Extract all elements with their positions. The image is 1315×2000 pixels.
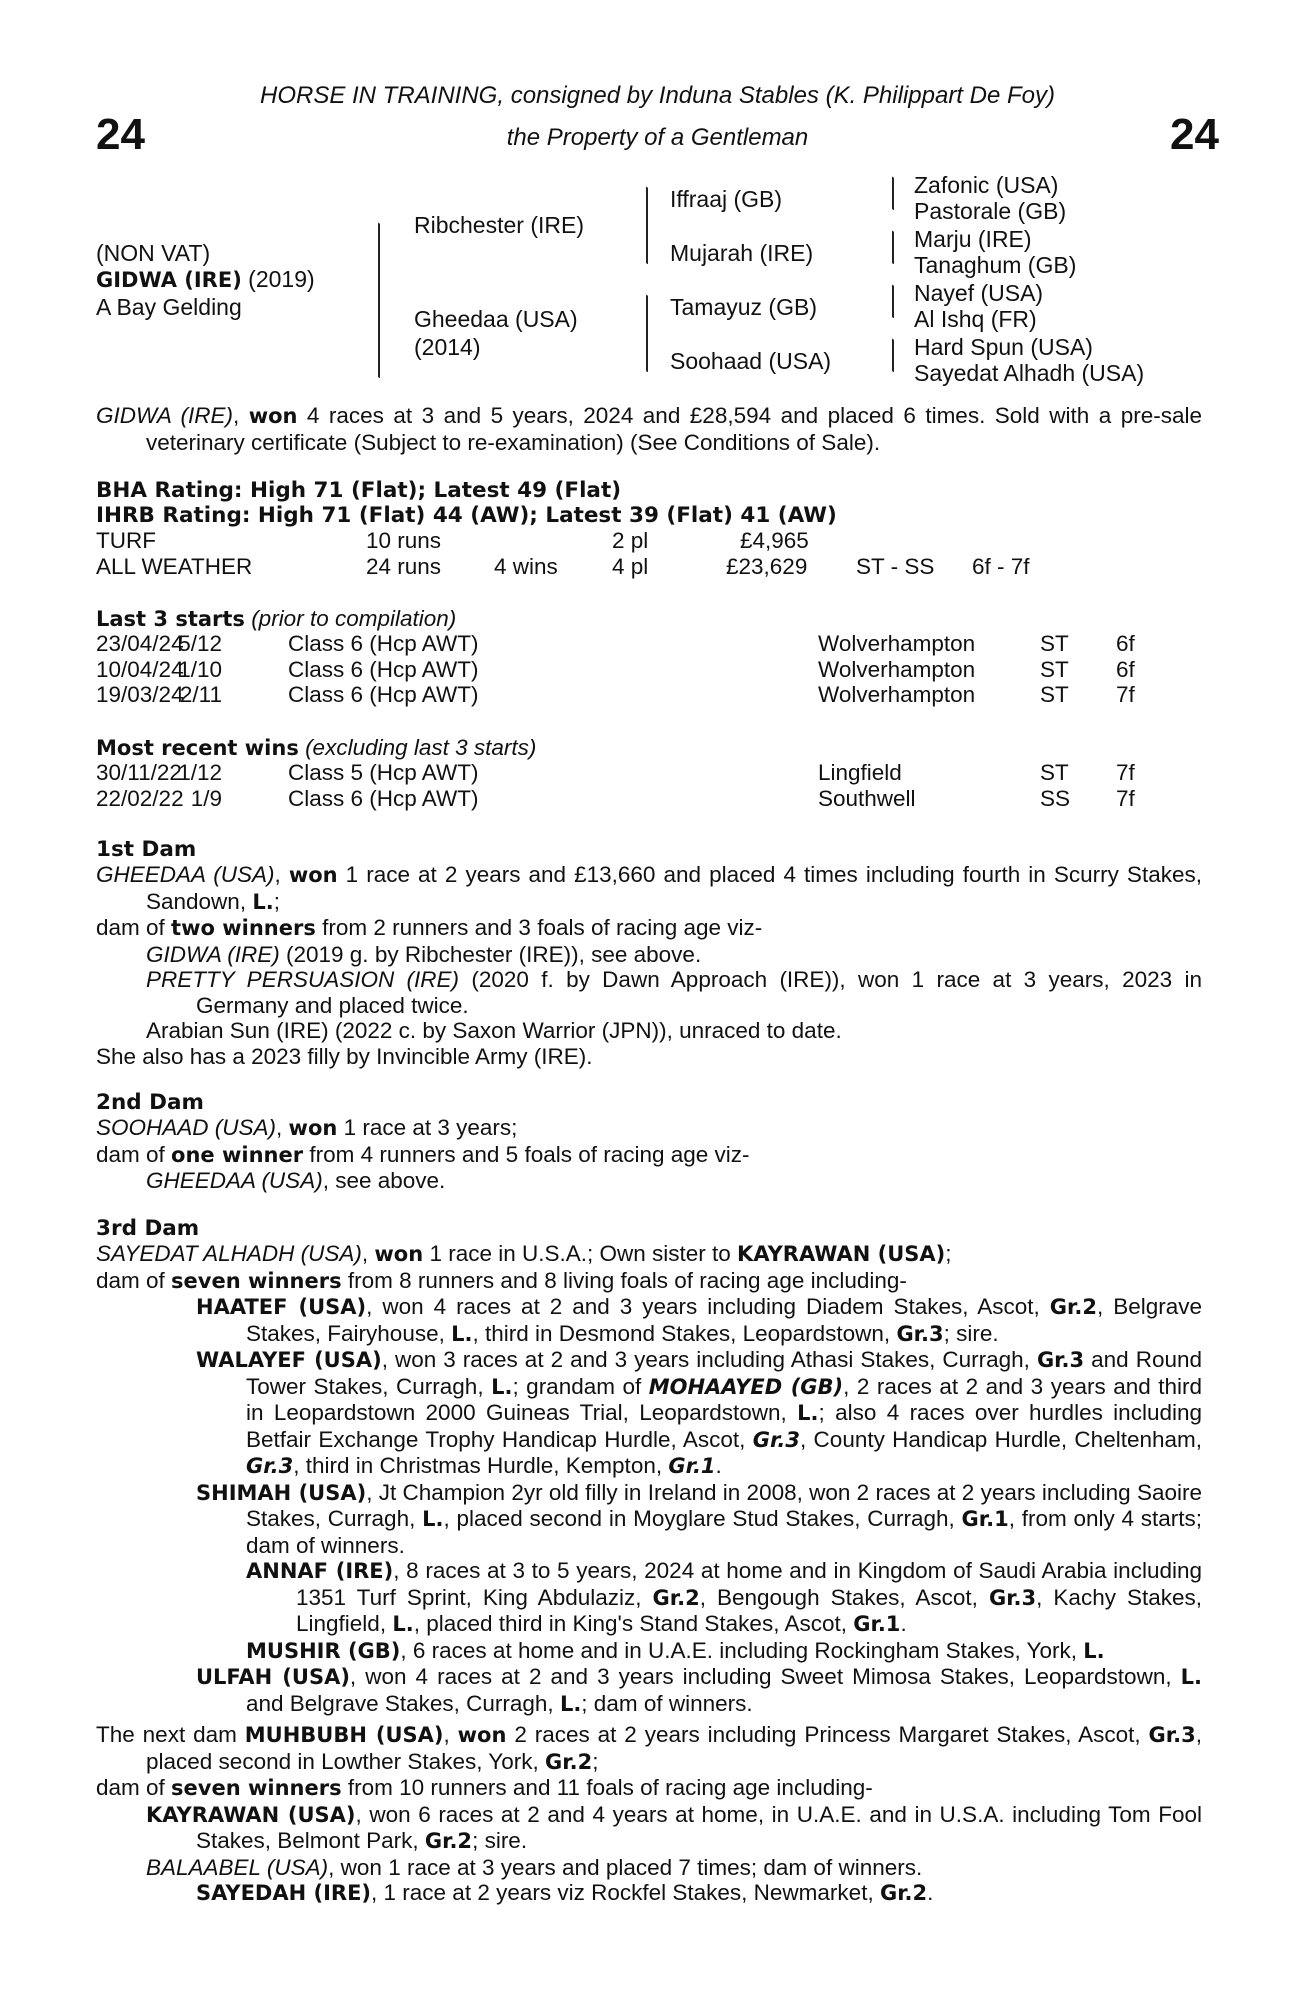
- last3-cell: Class 6 (Hcp AWT): [288, 682, 479, 707]
- pedigree-ggp-1: Zafonic (USA): [914, 172, 1059, 198]
- dam2-progeny-1: GHEEDAA (USA): [146, 1168, 323, 1193]
- wins-title: Most recent wins: [96, 736, 299, 760]
- dam1-won: won: [288, 863, 338, 887]
- listed-mark: L.: [491, 1374, 513, 1399]
- wins-cell: SS: [1040, 785, 1071, 811]
- kayrawan-text: ; sire.: [472, 1828, 528, 1853]
- last3-note: (prior to compilation): [244, 606, 457, 631]
- mohaayed-name: MOHAAYED (GB): [648, 1374, 844, 1399]
- grade-mark: Gr.3: [1036, 1348, 1085, 1372]
- next-dam-text: from 10 runners and 11 foals of racing age including-: [341, 1775, 873, 1800]
- walayef-text: and Round Tower Stakes, Curragh,: [246, 1347, 1203, 1399]
- dam1-progeny-2-text: (2020 f. by Dawn Approach (IRE)), won 1 race at 3 years, 2023 in Germany and placed twice.: [196, 967, 1202, 1018]
- wins-cell: Class 6 (Hcp AWT): [288, 785, 479, 811]
- wins-note: (excluding last 3 starts): [298, 735, 537, 760]
- listed-mark: L.: [451, 1321, 473, 1346]
- walayef-text: , 2 races at 2 and 3 years and third in Leopardstown 2000 Guineas Trial, Leopardstown,: [246, 1373, 1203, 1425]
- progeny-haatef: [96, 1294, 1202, 1347]
- last3-cell: ST: [1040, 631, 1069, 656]
- dam2-section: SOOHAAD (USA), won 1 race at 3 years; dam of one winner from 4 runners and 5 foals of racing age viz- GHEEDAA (USA), see above.: [96, 1115, 750, 1193]
- pedigree-brace-g4: [892, 338, 894, 372]
- dam3-section: SAYEDAT ALHADH (USA), won 1 race in U.S.A.; Own sister to KAYRAWAN (USA); dam of seven winners from 8 runners and 8 living foals of racing age including- HAATEF (USA), won 4 races at 2 and 3 years including Diadem Stakes, Ascot, Gr.2, Belgrave Stakes, Fairyhouse, L., third in Desmond Stakes, Leopardstown, Gr.3; sire. WALAYEF (USA), won 3 races at 2 and 3 years including Athasi Stakes, Curragh, Gr.3 and Round Tower Stakes, Curragh, L.; grandam of MOHAAYED (GB), 2 races at 2 and 3 years and third in Leopardstown 2000 Guineas Trial, Leopardstown, L.; also 4 races over hurdles including Betfair Exchange Trophy Handicap Hurdle, Ascot, Gr.3, County Handicap Hurdle, Cheltenham, Gr.3, third in Christmas Hurdle, Kempton, Gr.1. SHIMAH (USA), Jt Champion 2yr old filly in Ireland in 2008, won 2 races at 2 years including Saoire Stakes, Curragh, L., placed second in Moyglare Stud Stakes, Curragh, Gr.1, from only 4 starts; dam of winners. ANNAF (IRE), 8 races at 3 to 5 years, 2024 at home and in Kingdom of Saudi Arabia including 1351 Turf Sprint, King Abdulaziz, Gr.2, Bengough Stakes, Ascot, Gr.3, Kachy Stakes, Lingfield, L., placed third in King's Stand Stakes, Ascot, Gr.1. MUSHIR (GB), 6 races at home and in U.A.E. including Rockingham Stakes, York, L. ULFAH (USA), won 4 races at 2 and 3 years including Sweet Mimosa Stakes, Leopardstown, L. and Belgrave Stakes, Curragh, L.; dam of winners.: [96, 1241, 1203, 1716]
- dam3-text: ;: [945, 1241, 952, 1266]
- dam2-text: from 4 runners and 5 foals of racing age viz-: [303, 1141, 750, 1167]
- horse-name: [96, 266, 315, 293]
- pedigree-dam: Gheedaa (USA): [414, 306, 578, 332]
- last3-cell: Wolverhampton: [818, 631, 976, 656]
- last3-cell: ST: [1040, 682, 1069, 707]
- property-line: the Property of a Gentleman: [506, 124, 809, 151]
- ulfah-name: ULFAH (USA): [196, 1665, 350, 1689]
- dam1-name: GHEEDAA (USA): [96, 862, 275, 887]
- aw-prize: £23,629: [726, 554, 808, 579]
- shimah-name: SHIMAH (USA): [196, 1480, 367, 1505]
- dam1-progeny-1-text: (2019 g. by Ribchester (IRE)), see above.: [279, 941, 702, 967]
- dam2-heading: 2nd Dam: [96, 1090, 204, 1115]
- mushir-name: MUSHIR (GB): [246, 1638, 401, 1663]
- annaf-text: , Bengough Stakes, Ascot,: [699, 1584, 989, 1610]
- haatef-text: , won 4 races at 2 and 3 years including Diadem Stakes, Ascot,: [366, 1294, 1050, 1319]
- annaf-text: , placed third in King's Stand Stakes, Ascot,: [413, 1611, 854, 1636]
- kayrawan-name: KAYRAWAN (USA): [146, 1802, 356, 1827]
- listed-mark: L.: [1180, 1665, 1202, 1689]
- ulfah-text: ; dam of winners.: [581, 1690, 753, 1716]
- walayef-text: .: [715, 1453, 722, 1478]
- pedigree-brace-g2: [892, 230, 894, 264]
- dam2-damof: dam of: [96, 1141, 172, 1167]
- grade-mark: Gr.1: [853, 1612, 901, 1636]
- listed-mark: L.: [252, 889, 274, 914]
- wins-cell: ST: [1040, 760, 1069, 785]
- grade-mark: Gr.1: [961, 1507, 1009, 1531]
- aw-runs: 24 runs: [366, 554, 442, 579]
- progeny-annaf: [96, 1558, 1202, 1638]
- progeny-mushir: [96, 1638, 1202, 1665]
- haatef-text: , Belgrave Stakes, Fairyhouse,: [246, 1294, 1203, 1346]
- progeny-shimah: [96, 1480, 1202, 1559]
- last3-cell: 5/12: [178, 631, 222, 656]
- pedigree-ggp-4: Tanaghum (GB): [914, 252, 1077, 278]
- wins-cell: 7f: [1116, 785, 1135, 811]
- last3-cell: 23/04/24: [96, 631, 184, 656]
- next-dam-name: MUHBUBH (USA): [244, 1723, 444, 1747]
- grade-mark: Gr.3: [988, 1585, 1037, 1610]
- last3-cell: 7f: [1116, 682, 1135, 707]
- haatef-name: HAATEF (USA): [196, 1295, 367, 1319]
- horse-description: A Bay Gelding: [96, 294, 242, 320]
- annaf-name: ANNAF (IRE): [246, 1559, 394, 1583]
- consignor-line: HORSE IN TRAINING, consigned by Induna Stables (K. Philippart De Foy): [260, 82, 1055, 109]
- next-dam-damof: dam of: [96, 1775, 172, 1800]
- grade-mark: Gr.2: [652, 1585, 700, 1610]
- dam3-winners: seven winners: [171, 1268, 342, 1293]
- grade-mark: Gr.2: [545, 1749, 593, 1774]
- balaabel-name: BALAABEL (USA): [146, 1854, 329, 1880]
- grade-mark: Gr.3: [896, 1321, 944, 1346]
- grade-mark: Gr.3: [1148, 1723, 1196, 1747]
- grade-mark: Gr.2: [424, 1829, 473, 1853]
- dam1-text: ;: [273, 888, 280, 914]
- last3-cell: 2/11: [179, 682, 222, 707]
- dam2-text: 1 race at 3 years;: [337, 1115, 518, 1140]
- last3-cell: 6f: [1116, 656, 1135, 682]
- dam3-name: SAYEDAT ALHADH (USA): [96, 1241, 362, 1266]
- dam1-progeny-3: Arabian Sun (IRE) (2022 c. by Saxon Warrior (JPN)), unraced to date.: [146, 1018, 842, 1043]
- last3-cell: Class 6 (Hcp AWT): [288, 656, 479, 682]
- progeny-kayrawan: [96, 1802, 1202, 1855]
- dam2-progeny-1-text: , see above.: [322, 1168, 446, 1193]
- walayef-text: , third in Christmas Hurdle, Kempton,: [293, 1453, 669, 1478]
- pedigree-ggp-5: Nayef (USA): [914, 280, 1044, 306]
- listed-mark: L.: [797, 1401, 819, 1425]
- pedigree-brace-g1: [892, 176, 894, 210]
- last3-heading: [96, 606, 456, 633]
- dam2-winners: one winner: [171, 1142, 304, 1167]
- turf-runs: 10 runs: [366, 528, 442, 553]
- shimah-text: , from only 4 starts; dam of winners.: [246, 1506, 1203, 1558]
- wins-cell: Southwell: [818, 785, 916, 811]
- pedigree-sire-dam: Mujarah (IRE): [670, 240, 814, 266]
- dam3-sister: KAYRAWAN (USA): [737, 1242, 946, 1266]
- ulfah-text: , won 4 races at 2 and 3 years including Sweet Mimosa Stakes, Leopardstown,: [349, 1664, 1181, 1689]
- wins-cell: 30/11/22: [96, 760, 182, 785]
- dam3-won: won: [374, 1242, 424, 1266]
- lot-number-right: 24: [1170, 110, 1219, 159]
- pedigree-dam-dam: Soohaad (USA): [670, 348, 832, 374]
- turf-prize: £4,965: [740, 528, 809, 553]
- pedigree-ggp-6: Al Ishq (FR): [914, 306, 1037, 332]
- last3-cell: 6f: [1116, 631, 1135, 656]
- dam1-winners: two winners: [171, 916, 316, 940]
- summary-name: GIDWA (IRE): [96, 403, 233, 428]
- grade-mark: Gr.3: [752, 1427, 800, 1452]
- progeny-ulfah: [96, 1664, 1202, 1717]
- pedigree-dam-year: (2014): [414, 334, 481, 360]
- dam2-name: SOOHAAD (USA): [96, 1115, 277, 1140]
- pedigree-ggp-3: Marju (IRE): [914, 226, 1032, 252]
- wins-cell: 1/12: [178, 760, 222, 785]
- last3-cell: Wolverhampton: [818, 682, 976, 707]
- last3-title: Last 3 starts: [96, 607, 245, 631]
- progeny-walayef: [96, 1347, 1202, 1480]
- listed-mark: L.: [1083, 1638, 1105, 1663]
- grade-mark: Gr.1: [668, 1454, 716, 1478]
- dam1-heading: 1st Dam: [96, 837, 197, 862]
- grade-mark: Gr.2: [1049, 1295, 1097, 1319]
- sayedah-name: SAYEDAH (IRE): [196, 1881, 372, 1905]
- horse-name-text: GIDWA (IRE): [96, 268, 242, 292]
- progeny-balaabel: [96, 1855, 1202, 1881]
- grade-mark: Gr.2: [879, 1881, 928, 1905]
- dam3-heading: 3rd Dam: [96, 1216, 200, 1241]
- annaf-text: , Kachy Stakes, Lingfield,: [296, 1584, 1203, 1636]
- ihrb-rating: IHRB Rating: High 71 (Flat) 44 (AW); Latest 39 (Flat) 41 (AW): [96, 503, 837, 528]
- listed-mark: L.: [559, 1691, 582, 1716]
- aw-wins: 4 wins: [494, 554, 558, 579]
- next-dam-pre: The next dam: [96, 1722, 245, 1747]
- pedigree-dam-sire: Tamayuz (GB): [670, 294, 817, 320]
- summary-text: 4 races at 3 and 5 years, 2024 and £28,594 and placed 6 times. Sold with a pre-sale veterinary certificate (Subject to re-examination) (See Conditions of Sale).: [146, 403, 1203, 455]
- dam1-damof: dam of: [96, 915, 172, 940]
- last3-cell: 19/03/24: [96, 682, 184, 707]
- pedigree-sire: Ribchester (IRE): [414, 212, 584, 238]
- dam1-text: 1 race at 2 years and £13,660 and placed 4 times including fourth in Scurry Stakes, Sandown,: [146, 862, 1202, 914]
- bha-rating: BHA Rating: High 71 (Flat); Latest 49 (Flat): [96, 478, 622, 503]
- wins-cell: 22/02/22: [96, 785, 184, 811]
- last3-cell: Wolverhampton: [818, 656, 976, 682]
- dam3-text: 1 race in U.S.A.; Own sister to: [423, 1241, 738, 1266]
- last3-cell: 10/04/24: [96, 656, 184, 682]
- horse-year: (2019): [241, 266, 315, 292]
- kayrawan-text: , won 6 races at 2 and 4 years at home, in U.A.E. and in U.S.A. including Tom Fool Stakes, Belmont Park,: [196, 1801, 1203, 1853]
- aw-distances: 6f - 7f: [972, 554, 1030, 579]
- walayef-name: WALAYEF (USA): [196, 1348, 382, 1372]
- balaabel-text: , won 1 race at 3 years and placed 7 times; dam of winners.: [328, 1854, 923, 1880]
- last3-cell: Class 6 (Hcp AWT): [288, 631, 479, 656]
- vat-status: (NON VAT): [96, 240, 211, 266]
- dam1-text: from 2 runners and 3 foals of racing age viz-: [315, 915, 763, 940]
- walayef-text: , won 3 races at 2 and 3 years including Athasi Stakes, Curragh,: [381, 1347, 1037, 1372]
- next-dam-winners: seven winners: [171, 1776, 342, 1800]
- turf-placed: 2 pl: [612, 528, 649, 553]
- wins-cell: Lingfield: [818, 760, 902, 785]
- summary-won: won: [248, 404, 298, 428]
- aw-label: ALL WEATHER: [96, 554, 253, 579]
- dam1-section: GHEEDAA (USA), won 1 race at 2 years and £13,660 and placed 4 times including fourth in Scurry Stakes, Sandown, L.; dam of two winners from 2 runners and 3 foals of racing age viz- GIDWA (IRE) (2019 g. by Ribchester (IRE)), see above. PRETTY PERSUASION (IRE) (2020 f. by Dawn Approach (IRE)), won 1 race at 3 years, 2023 in Germany and placed twice. Arabian Sun (IRE) (2022 c. by Saxon Warrior (JPN)), unraced to date. She also has a 2023 filly by Invincible Army (IRE).: [96, 862, 1202, 1069]
- dam3-text: from 8 runners and 8 living foals of racing age including-: [341, 1267, 907, 1293]
- wins-heading: [96, 735, 536, 762]
- haatef-text: , third in Desmond Stakes, Leopardstown,: [472, 1320, 897, 1346]
- wins-cell: 7f: [1116, 760, 1135, 785]
- horse-summary: GIDWA (IRE), won 4 races at 3 and 5 years, 2024 and £28,594 and placed 6 times. Sold with a pre-sale veterinary certificate (Subject to re-examination) (See Conditions of Sale).: [96, 403, 1203, 455]
- lot-number-left: 24: [96, 110, 145, 159]
- next-dam-text: , placed second in Lowther Stakes, York,: [146, 1722, 1202, 1774]
- pedigree-brace-dam: [646, 294, 648, 372]
- pedigree-ggp-2: Pastorale (GB): [914, 198, 1067, 224]
- last3-cell: 1/10: [178, 656, 222, 682]
- pedigree-brace-sire: [646, 186, 648, 264]
- next-dam-text: ;: [592, 1748, 599, 1774]
- walayef-text: , County Handicap Hurdle, Cheltenham,: [799, 1426, 1203, 1452]
- progeny-sayedah: [96, 1880, 1202, 1907]
- next-dam-section: The next dam MUHBUBH (USA), won 2 races at 2 years including Princess Margaret Stakes, Ascot, Gr.3, placed second in Lowther Stakes, York, Gr.2; dam of seven winners from 10 runners and 11 foals of racing age including- KAYRAWAN (USA), won 6 races at 2 and 4 years at home, in U.A.E. and in U.S.A. including Tom Fool Stakes, Belmont Park, Gr.2; sire. BALAABEL (USA), won 1 race at 3 years and placed 7 times; dam of winners. SAYEDAH (IRE), 1 race at 2 years viz Rockfel Stakes, Newmarket, Gr.2.: [96, 1722, 1203, 1905]
- wins-cell: Class 5 (Hcp AWT): [288, 760, 479, 785]
- pedigree-ggp-7: Hard Spun (USA): [914, 334, 1093, 360]
- dam1-progeny-1: GIDWA (IRE): [146, 941, 280, 967]
- next-dam-won: won: [457, 1723, 507, 1747]
- walayef-text: ; also 4 races over hurdles including Betfair Exchange Trophy Handicap Hurdle, Ascot,: [246, 1400, 1202, 1452]
- annaf-text: .: [900, 1611, 907, 1636]
- shimah-text: , Jt Champion 2yr old filly in Ireland in 2008, won 2 races at 2 years including Saoire Stakes, Curragh,: [246, 1479, 1202, 1531]
- pedigree-sire-sire: Iffraaj (GB): [670, 186, 783, 212]
- sayedah-text: , 1 race at 2 years viz Rockfel Stakes, Newmarket,: [371, 1880, 880, 1905]
- turf-label: TURF: [96, 528, 156, 553]
- pedigree-brace-g3: [892, 284, 894, 318]
- listed-mark: L.: [392, 1612, 414, 1636]
- wins-cell: 1/9: [190, 785, 222, 811]
- dam3-damof: dam of: [96, 1267, 172, 1293]
- dam1-note: She also has a 2023 filly by Invincible Army (IRE).: [96, 1043, 593, 1069]
- annaf-text: , 8 races at 3 to 5 years, 2024 at home and in Kingdom of Saudi Arabia including 1351 Turf Sprint, King Abdulaziz,: [296, 1558, 1202, 1610]
- pedigree-ggp-8: Sayedat Alhadh (USA): [914, 360, 1145, 386]
- dam1-progeny-2: PRETTY PERSUASION (IRE): [146, 967, 460, 992]
- last3-cell: ST: [1040, 656, 1069, 682]
- ulfah-text: and Belgrave Stakes, Curragh,: [246, 1690, 560, 1716]
- mushir-text: , 6 races at home and in U.A.E. including Rockingham Stakes, York,: [400, 1637, 1084, 1663]
- listed-mark: L.: [422, 1507, 444, 1531]
- aw-placed: 4 pl: [612, 554, 649, 579]
- sayedah-text: .: [927, 1880, 934, 1905]
- walayef-text: ; grandam of: [512, 1373, 649, 1399]
- dam2-won: won: [288, 1116, 338, 1140]
- grade-mark: Gr.3: [246, 1454, 294, 1478]
- shimah-text: , placed second in Moyglare Stud Stakes, Curragh,: [443, 1506, 962, 1531]
- aw-surfaces: ST - SS: [856, 554, 935, 579]
- next-dam-text: 2 races at 2 years including Princess Margaret Stakes, Ascot,: [506, 1722, 1149, 1747]
- haatef-text: ; sire.: [943, 1320, 999, 1346]
